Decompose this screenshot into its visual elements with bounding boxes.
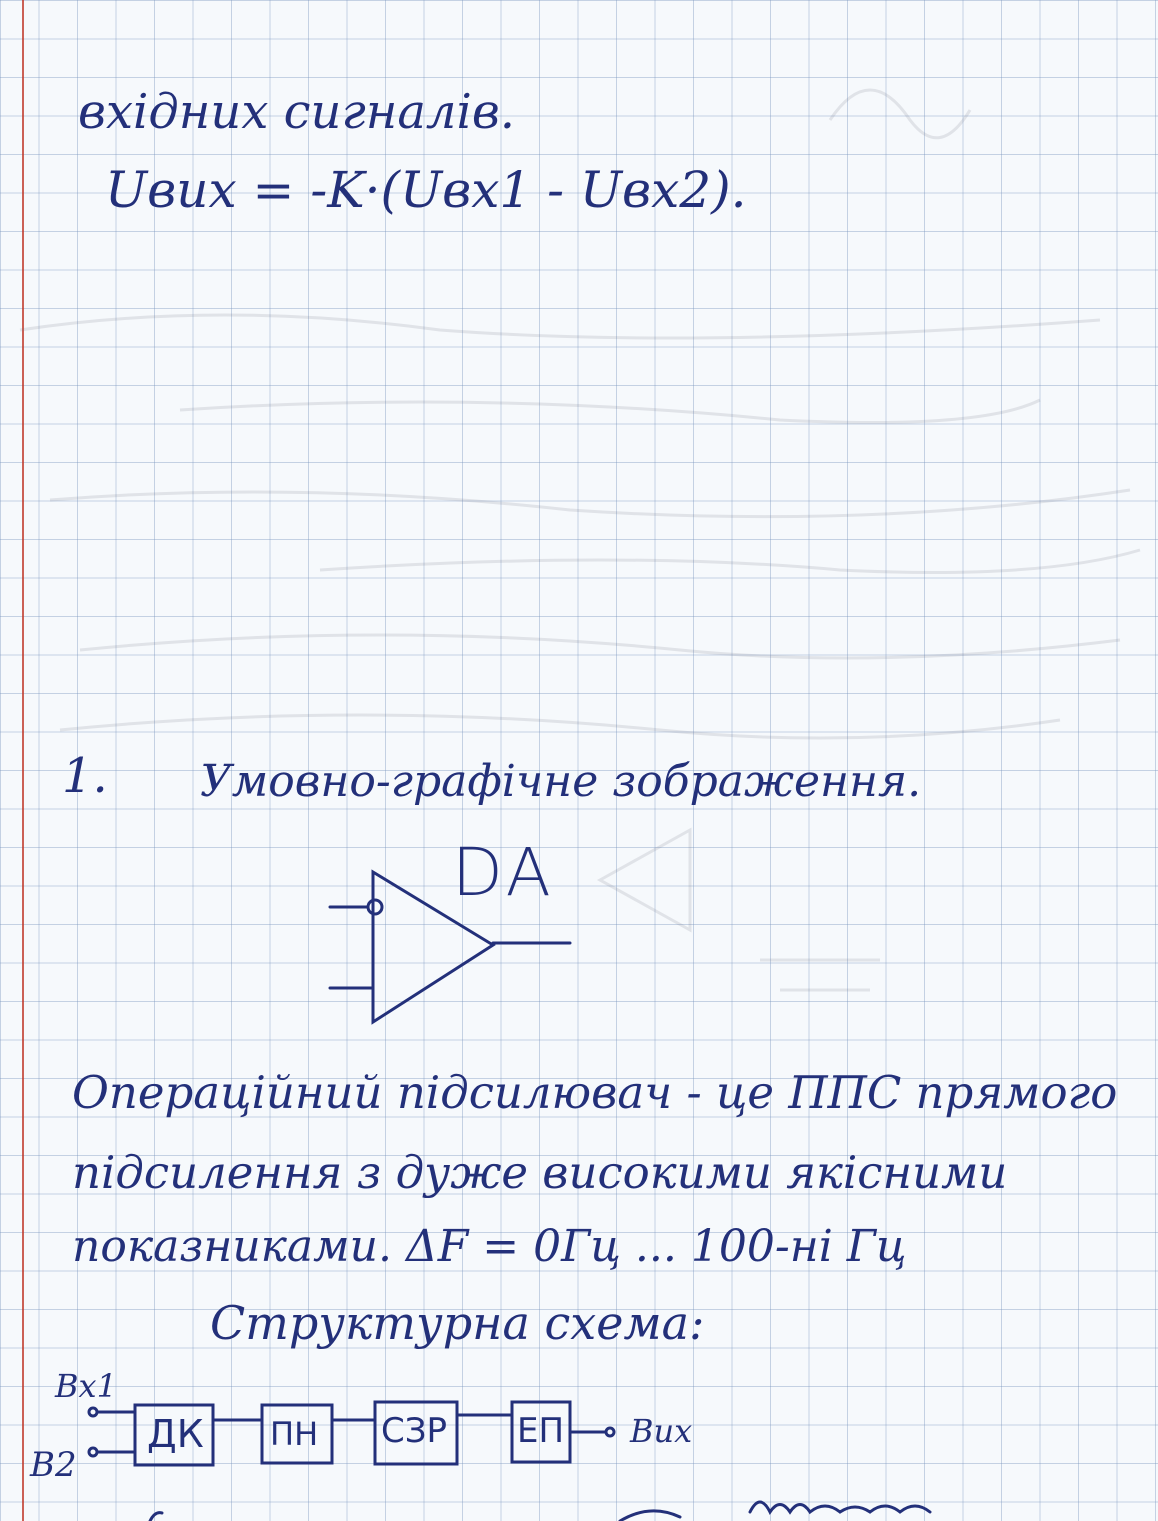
paragraph-line-3: показниками. ΔF = 0Гц ... 100-ні Гц (72, 1221, 907, 1272)
paragraph-line-2: підсилення з дуже високими якісними (72, 1146, 1008, 1199)
section-heading: Умовно-графічне зображення. (200, 756, 922, 807)
structure-title: Структурна схема: (210, 1296, 705, 1350)
input-2-label: В2 (30, 1445, 77, 1485)
text-line-1: вхідних сигналів. (78, 84, 516, 140)
block-szr-label: СЗР (381, 1411, 448, 1451)
paragraph-line-1: Операційний підсилювач - це ППС прямого (72, 1066, 1118, 1119)
input-1-label: Вх1 (55, 1367, 117, 1405)
block-ep-label: ЕП (517, 1411, 565, 1451)
output-label: Вих (630, 1412, 693, 1450)
op-amp-label: DA (452, 834, 555, 911)
block-pn-label: ПН (270, 1415, 319, 1453)
formula: Uвих = -K·(Uвх1 - Uвх2). (105, 161, 747, 219)
item-number: 1. (62, 748, 108, 804)
block-dk-label: ДК (147, 1412, 204, 1456)
